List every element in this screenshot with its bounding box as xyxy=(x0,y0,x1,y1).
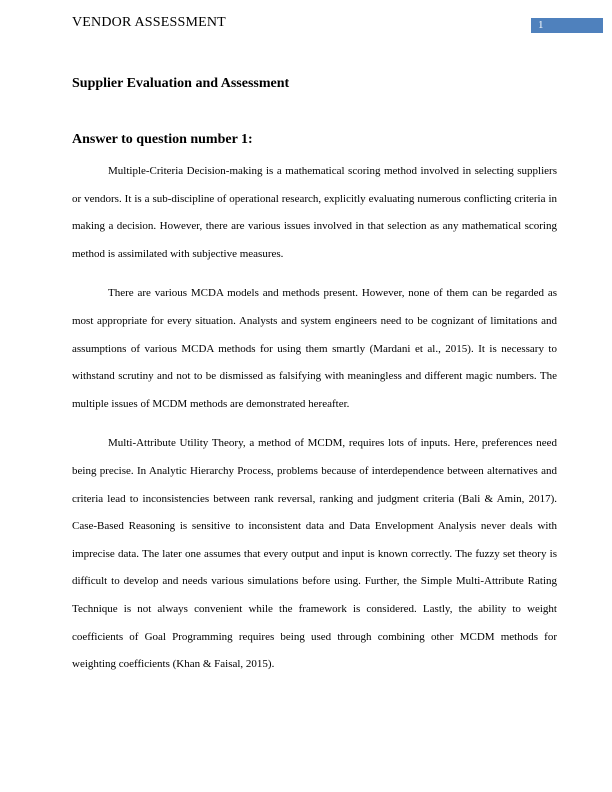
body-text xyxy=(72,158,557,691)
paragraph-1: Multiple-Criteria Decision-making is a mathematical scoring method involved in selecting suppliers or vendors. It is a sub-discipline of operational research, explicitly evaluating numerous conflicting criteria in making a decision. However, there are various issues involved in that selection as any mathematical scoring method is assimilated with subjective measures. xyxy=(72,165,557,260)
page-number: 1 xyxy=(538,19,544,31)
paragraph-3: Multi-Attribute Utility Theory, a method of MCDM, requires lots of inputs. Here, preferences need being precise. In Analytic Hierarchy Process, problems because of interdependence between alternatives and criteria lead to inconsistencies between rank reversal, ranking and judgment criteria (Bali & Amin, 2017). Case-Based Reasoning is sensitive to inconsistent data and Data Envelopment Analysis never deals with imprecise data. The later one assumes that every output and input is known correctly. The fuzzy set theory is difficult to develop and needs various simulations before using. Further, the Simple Multi-Attribute Rating Technique is not always convenient while the framework is considered. Lastly, the ability to weight coefficients of Goal Programming requires being used through combining other MCDM methods for weighting coefficients (Khan & Faisal, 2015). xyxy=(72,437,557,671)
running-head: VENDOR ASSESSMENT xyxy=(72,15,226,30)
paragraph-2: There are various MCDA models and methods present. However, none of them can be regarded as most appropriate for every situation. Analysts and system engineers need to be cognizant of limitations and assumptions of various MCDA methods for using them smartly (Mardani et al., 2015). It is necessary to withstand scrutiny and not to be dismissed as falsifying with meaningless and different magic numbers. The multiple issues of MCDM methods are demonstrated hereafter. xyxy=(72,287,557,410)
section-heading: Answer to question number 1: xyxy=(72,132,253,147)
page-number-box xyxy=(531,18,603,33)
document-title: Supplier Evaluation and Assessment xyxy=(72,76,290,91)
